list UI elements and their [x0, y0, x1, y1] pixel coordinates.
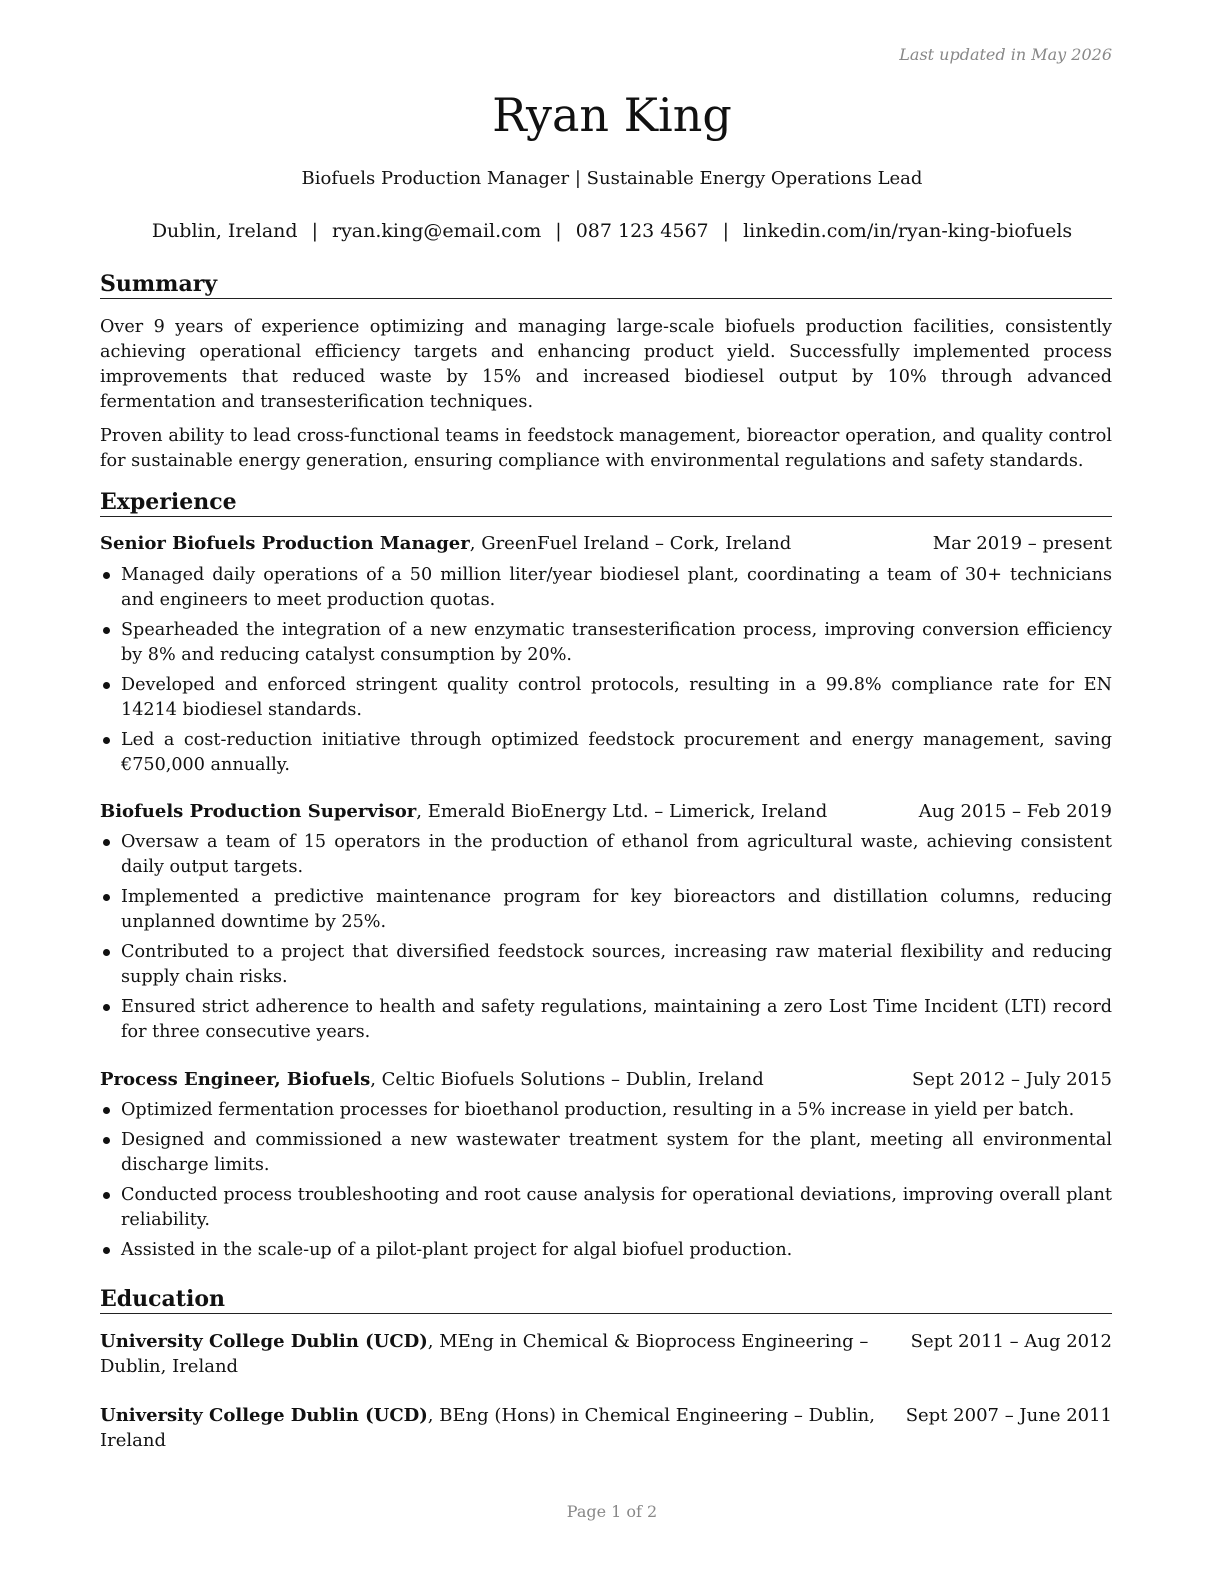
summary-heading: Summary [100, 271, 1112, 299]
list-item: Spearheaded the integration of a new enzymatic transesterification process, improving conversion efficiency by 8% and reducing catalyst consumption by 20%. [100, 618, 1112, 668]
education-dates: Sept 2011 – Aug 2012 [910, 1331, 1112, 1352]
list-item: Oversaw a team of 15 operators in the production of ethanol from agricultural waste, achieving consistent daily output targets. [100, 830, 1112, 880]
list-item: Optimized fermentation processes for bioethanol production, resulting in a 5% increase in yield per batch. [100, 1098, 1112, 1123]
summary-paragraph: Proven ability to lead cross-functional teams in feedstock management, bioreactor operation, and quality control for sustainable energy generation, ensuring compliance with environmental regulations and safety standards. [100, 426, 1112, 471]
list-item: Led a cost-reduction initiative through optimized feedstock procurement and energy management, saving €750,000 annually. [100, 728, 1112, 778]
contact-location: Dublin, Ireland [151, 220, 298, 242]
education-heading: Education [100, 1286, 1112, 1314]
job-company: , Emerald BioEnergy Ltd. – Limerick, Ireland [416, 801, 828, 822]
job-role: Senior Biofuels Production Manager [100, 533, 470, 554]
job-header [100, 533, 1112, 554]
contact-phone: 087 123 4567 [575, 220, 709, 242]
job-title-company [100, 533, 791, 554]
last-updated-note: Last updated in May 2026 [899, 45, 1112, 64]
education-entry [100, 1329, 1112, 1379]
page-number: Page 1 of 2 [566, 1502, 658, 1521]
list-item: Implemented a predictive maintenance program for key bioreactors and distillation columns, reducing unplanned downtime by 25%. [100, 885, 1112, 935]
job-dates: Mar 2019 – present [932, 533, 1112, 554]
contact-separator: | [311, 220, 318, 242]
list-item: Ensured strict adherence to health and safety regulations, maintaining a zero Lost Time Incident (LTI) record for three consecutive years. [100, 995, 1112, 1045]
education-entry [100, 1403, 1112, 1453]
education-school: University College Dublin (UCD) [100, 1331, 428, 1352]
job-company: , Celtic Biofuels Solutions – Dublin, Ireland [370, 1069, 764, 1090]
job-company: , GreenFuel Ireland – Cork, Ireland [469, 533, 792, 554]
education-school-degree [100, 1403, 890, 1453]
job-dates: Aug 2015 – Feb 2019 [918, 801, 1112, 822]
education-dates: Sept 2007 – June 2011 [905, 1405, 1112, 1426]
experience-heading: Experience [100, 489, 1112, 517]
list-item: Designed and commissioned a new wastewater treatment system for the plant, meeting all environmental discharge limits. [100, 1128, 1112, 1178]
list-item: Contributed to a project that diversified feedstock sources, increasing raw material flexibility and reducing supply chain risks. [100, 940, 1112, 990]
job-bullet-list [100, 563, 1112, 783]
education-degree: , MEng in Chemical & Bioprocess Engineering – Dublin, Ireland [100, 1331, 869, 1377]
job-header [100, 801, 1112, 822]
list-item: Managed daily operations of a 50 million liter/year biodiesel plant, coordinating a team of 30+ technicians and engineers to meet production quotas. [100, 563, 1112, 613]
contact-separator: | [722, 220, 730, 242]
job-bullet-list [100, 1098, 1112, 1268]
contact-email-link[interactable]: ryan.king@email.com [331, 220, 542, 242]
candidate-name: Ryan King [492, 88, 732, 142]
headline-tagline: Biofuels Production Manager | Sustainable Energy Operations Lead [301, 168, 923, 189]
list-item: Assisted in the scale-up of a pilot-plant project for algal biofuel production. [100, 1238, 1112, 1263]
job-header [100, 1069, 1112, 1090]
job-role: Biofuels Production Supervisor [100, 801, 417, 822]
education-school: University College Dublin (UCD) [100, 1405, 428, 1426]
job-role: Process Engineer, Biofuels [100, 1069, 371, 1090]
job-title-company [100, 801, 827, 822]
job-title-company [100, 1069, 764, 1090]
contact-separator: | [555, 220, 562, 242]
job-bullet-list [100, 830, 1112, 1050]
contact-line [0, 220, 1224, 242]
list-item: Conducted process troubleshooting and root cause analysis for operational deviations, improving overall plant reliability. [100, 1183, 1112, 1233]
education-degree: , BEng (Hons) in Chemical Engineering – Dublin, Ireland [100, 1405, 875, 1451]
job-dates: Sept 2012 – July 2015 [912, 1069, 1112, 1090]
summary-paragraph: Over 9 years of experience optimizing and managing large-scale biofuels production facilities, consistently achieving operational efficiency targets and enhancing product yield. Successfully implemented process improvements that reduced waste by 15% and increased biodiesel output by 10% through advanced fermentation and transesterification techniques. [100, 317, 1112, 412]
contact-linkedin-link[interactable]: linkedin.com/in/ryan-king-biofuels [743, 220, 1073, 242]
education-school-degree [100, 1329, 890, 1379]
list-item: Developed and enforced stringent quality control protocols, resulting in a 99.8% compliance rate for EN 14214 biodiesel standards. [100, 673, 1112, 723]
